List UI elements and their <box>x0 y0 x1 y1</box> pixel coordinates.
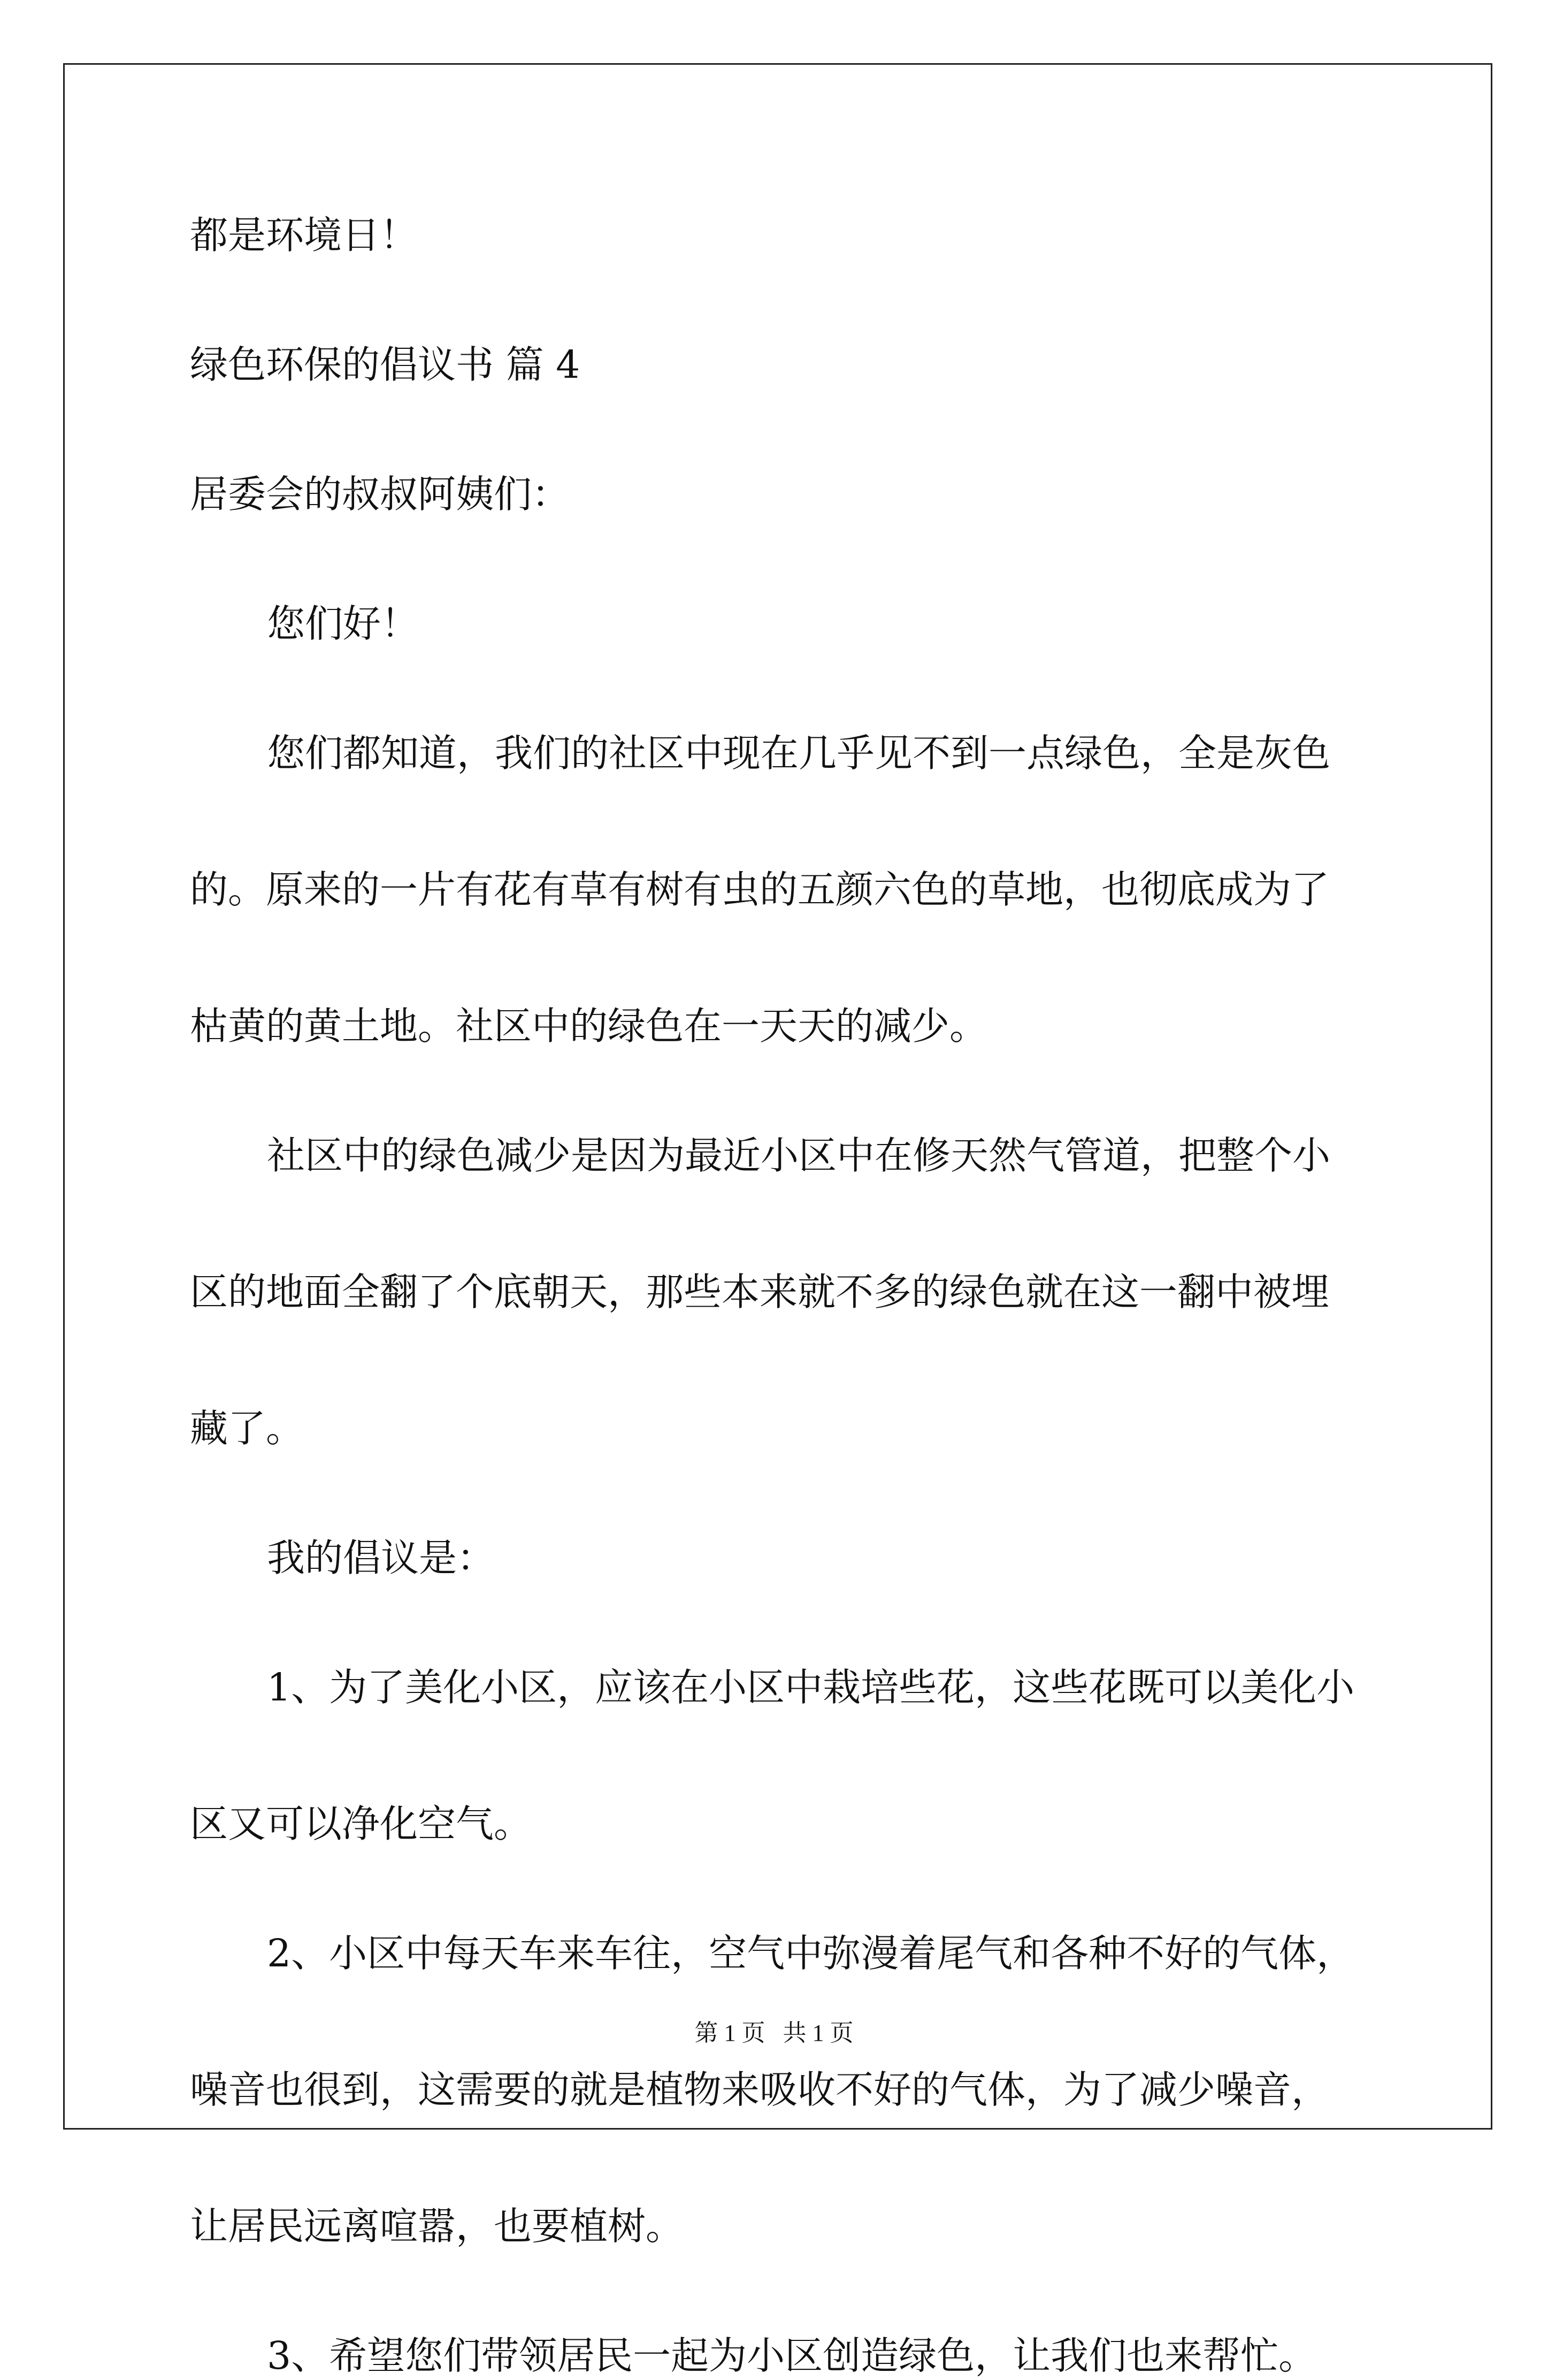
proposal-2-line-3: 让居民远离喧嚣，也要植树。 <box>190 2204 684 2248</box>
proposal-2-line-2: 噪音也很到，这需要的就是植物来吸收不好的气体，为了减少噪音， <box>190 2068 1330 2112</box>
greeting: 您们好！ <box>267 601 419 646</box>
proposal-1-line-2: 区又可以净化空气。 <box>190 1802 532 1846</box>
proposal-intro: 我的倡议是： <box>267 1536 495 1580</box>
proposal-2-line-1: 2、小区中每天车来车往，空气中弥漫着尾气和各种不好的气体， <box>267 1931 1355 1975</box>
paragraph-2-line-2: 区的地面全翻了个底朝天，那些本来就不多的绿色就在这一翻中被埋 <box>190 1270 1330 1314</box>
paragraph-2-line-1: 社区中的绿色减少是因为最近小区中在修天然气管道，把整个小 <box>267 1133 1331 1178</box>
page-number-footer: 第 1 页 共 1 页 <box>694 2020 854 2046</box>
document-body <box>190 211 1367 2380</box>
article-heading: 绿色环保的倡议书 篇 4 <box>190 342 580 387</box>
salutation: 居委会的叔叔阿姨们： <box>190 472 570 516</box>
proposal-1-line-1: 1、为了美化小区，应该在小区中栽培些花，这些花既可以美化小 <box>267 1665 1355 1710</box>
paragraph-2-line-3: 藏了。 <box>190 1406 304 1451</box>
paragraph-1-line-3: 枯黄的黄土地。社区中的绿色在一天天的减少。 <box>190 1004 988 1048</box>
text-line-continuation: 都是环境日！ <box>190 213 418 257</box>
paragraph-1-line-2: 的。原来的一片有花有草有树有虫的五颜六色的草地，也彻底成为了 <box>190 867 1330 912</box>
paragraph-1-line-1: 您们都知道，我们的社区中现在几乎见不到一点绿色，全是灰色 <box>267 731 1331 775</box>
proposal-3-line-1: 3、希望您们带领居民一起为小区创造绿色，让我们也来帮忙。 <box>267 2333 1317 2378</box>
